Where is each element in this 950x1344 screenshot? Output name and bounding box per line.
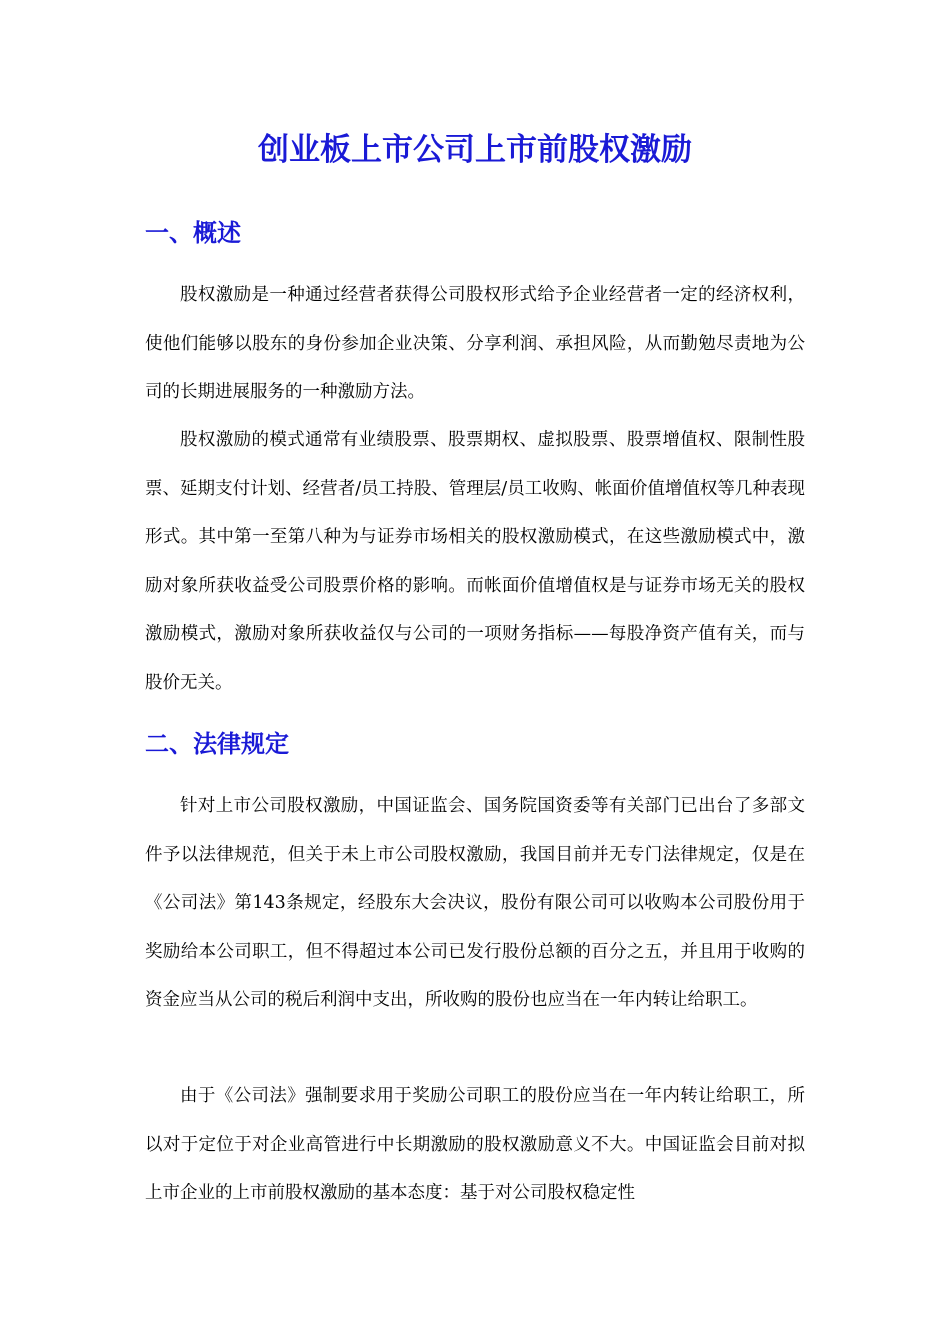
paragraph: 股权激励的模式通常有业绩股票、股票期权、虚拟股票、股票增值权、限制性股票、延期支付计划、经营者/员工持股、管理层/员工收购、帐面价值增值权等几种表现形式。其中第一至第八种为与证券市场相关的股权激励模式，在这些激励模式中，激励对象所获收益受公司股票价格的影响。而帐面价值增值权是与证券市场无关的股权激励模式，激励对象所获收益仅与公司的一项财务指标——每股净资产值有关，而与股价无关。 (145, 430, 805, 693)
paragraph: 针对上市公司股权激励，中国证监会、国务院国资委等有关部门已出台了多部文件予以法律规范，但关于未上市公司股权激励，我国目前并无专门法律规定，仅是在《公司法》第143条规定，经股东大会决议，股份有限公司可以收购本公司股份用于奖励给本公司职工，但不得超过本公司已发行股份总额的百分之五，并且用于收购的资金应当从公司的税后利润中支出，所收购的股份也应当在一年内转让给职工。 (145, 796, 805, 1010)
document-title: 创业板上市公司上市前股权激励 (258, 132, 692, 168)
section-heading-legal: 二、法律规定 (145, 730, 289, 758)
paragraph: 由于《公司法》强制要求用于奖励公司职工的股份应当在一年内转让给职工，所以对于定位于对企业高管进行中长期激励的股权激励意义不大。中国证监会目前对拟上市企业的上市前股权激励的基本态度：基于对公司股权稳定性 (145, 1086, 805, 1203)
paragraph: 股权激励是一种通过经营者获得公司股权形式给予企业经营者一定的经济权利，使他们能够以股东的身份参加企业决策、分享利润、承担风险，从而勤勉尽责地为公司的长期进展服务的一种激励方法。 (145, 285, 805, 402)
section-heading-overview: 一、概述 (145, 219, 241, 247)
